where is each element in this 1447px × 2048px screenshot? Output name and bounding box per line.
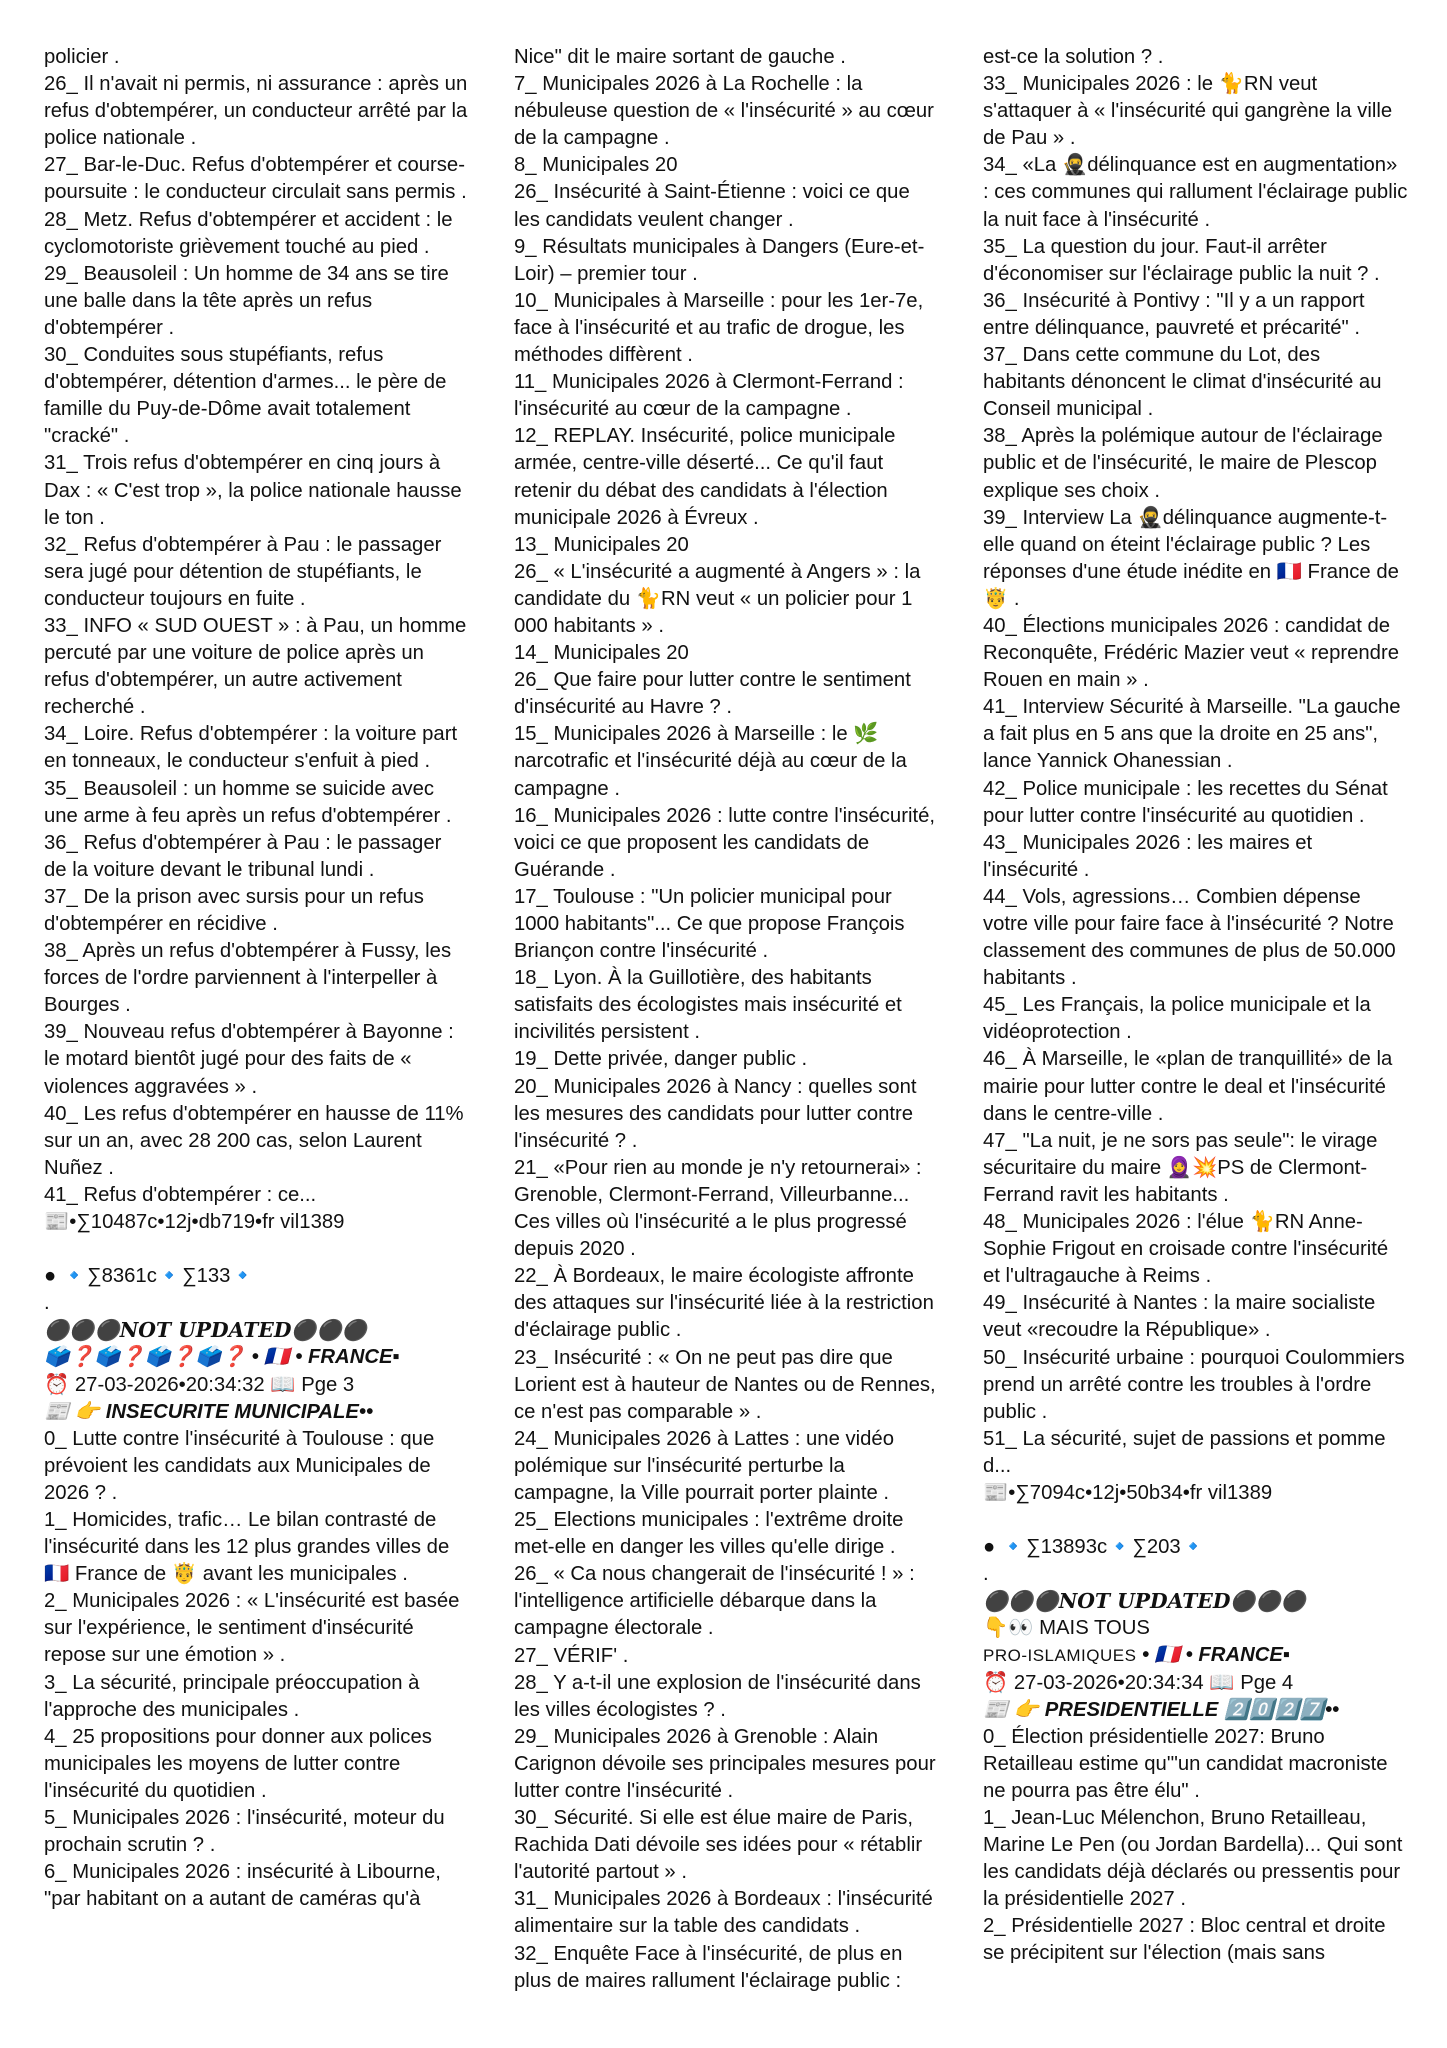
news-item: policier .: [44, 46, 120, 68]
spacer: [983, 1507, 1408, 1534]
news-item: 34_ Loire. Refus d'obtempérer : la voiture part en tonneaux, le conducteur s'enfuit à pied .: [44, 723, 458, 773]
news-item: 44_ Vols, agressions… Combien dépense votre ville pour faire face à l'insécurité ? Notre classement des communes de plus de 50.000 habitants .: [983, 885, 1396, 990]
date-line: ⏰ 27-03-2026•20:34:32 📖 Pge 3: [44, 1373, 355, 1396]
news-item: 26_ Il n'avait ni permis, ni assurance : après un refus d'obtempérer, un conducteur arrêté par la police nationale .: [44, 73, 468, 150]
news-item: 26_ « L'insécurité a augmenté à Angers » : la candidate du 🐈RN veut « un policier pour 1 000 habitants » .: [514, 560, 921, 637]
news-item: 42_ Police municipale : les recettes du Sénat pour lutter contre l'insécurité au quotidien .: [983, 777, 1388, 827]
news-item: 12_ REPLAY. Insécurité, police municipale armée, centre-ville déserté... Ce qu'il faut retenir du débat des candidats à l'élection municipale 2026 à Évreux .: [514, 425, 896, 529]
news-item: 48_ Municipales 2026 : l'élue 🐈RN Anne-Sophie Frigout en croisade contre l'insécurité et l'ultragauche à Reims .: [983, 1211, 1389, 1288]
dot-separator: .: [44, 1292, 50, 1315]
dot-separator: .: [983, 1563, 989, 1586]
news-item: est-ce la solution ? .: [983, 46, 1164, 68]
news-item: 36_ Insécurité à Pontivy : "Il y a un rapport entre délinquance, pauvreté et précarité" .: [983, 289, 1365, 339]
news-item: Nice" dit le maire sortant de gauche .: [514, 46, 846, 68]
news-item: 30_ Conduites sous stupéfiants, refus d'obtempérer, détention d'armes... le père de famille du Puy-de-Dôme avait totalement "cracké" .: [44, 344, 447, 448]
news-item: 28_ Y a-t-il une explosion de l'insécurité dans les villes écologistes ? .: [514, 1671, 921, 1721]
news-item: 41_ Refus d'obtempérer : ce...: [44, 1183, 317, 1206]
not-updated-banner: ⚫⚫⚫NOT UPDATED⚫⚫⚫: [44, 1318, 368, 1343]
news-item: 21_ «Pour rien au monde je n'y retournerai» : Grenoble, Clermont-Ferrand, Villeurbanne... Ces villes où l'insécurité a le plus progressé depuis 2020 .: [514, 1156, 922, 1261]
news-item: 25_ Elections municipales : l'extrême droite met-elle en danger les villes qu'elle dirige .: [514, 1509, 904, 1559]
news-item: 37_ De la prison avec sursis pour un refus d'obtempérer en récidive .: [44, 885, 424, 935]
news-item: 20_ Municipales 2026 à Nancy : quelles sont les mesures des candidats pour lutter contre l'insécurité ? .: [514, 1075, 917, 1152]
news-item: 16_ Municipales 2026 : lutte contre l'insécurité, voici ce que proposent les candidats de Guérande .: [514, 804, 936, 881]
news-item: 26_ « Ca nous changerait de l'insécurité ! » : l'intelligence artificielle débarque dans la campagne électorale .: [514, 1563, 915, 1640]
news-item: 47_ "La nuit, je ne sors pas seule": le virage sécuritaire du maire 🧕💥PS de Clermont-Ferrand ravit les habitants .: [983, 1129, 1378, 1206]
section-title: 📰 👉 INSECURITE MUNICIPALE••: [44, 1400, 374, 1423]
news-item: 27_ Bar-le-Duc. Refus d'obtempérer et course-poursuite : le conducteur circulait sans permis .: [44, 154, 467, 204]
news-item: 35_ Beausoleil : un homme se suicide avec une arme à feu après un refus d'obtempérer .: [44, 777, 452, 827]
news-item: 32_ Refus d'obtempérer à Pau : le passager sera jugé pour détention de stupéfiants, le conducteur toujours en fuite .: [44, 533, 442, 610]
news-item: 23_ Insécurité : « On ne peut pas dire que Lorient est à hauteur de Nantes ou de Rennes, ce n'est pas comparable » .: [514, 1346, 936, 1423]
news-list-insecurite-continued: [514, 44, 939, 1995]
news-item: 46_ À Marseille, le «plan de tranquillité» de la mairie pour lutter contre le deal et l'insécurité dans le centre-ville .: [983, 1048, 1393, 1125]
news-item: 38_ Après la polémique autour de l'éclairage public et de l'insécurité, le maire de Plescop explique ses choix .: [983, 425, 1383, 502]
spacer: [44, 1236, 469, 1263]
news-item: 14_ Municipales 20: [514, 642, 689, 665]
news-item: 11_ Municipales 2026 à Clermont-Ferrand : l'insécurité au cœur de la campagne .: [514, 371, 904, 421]
news-item: 2_ Présidentielle 2027 : Bloc central et droite se précipitent sur l'élection (mais sans: [983, 1915, 1386, 1965]
not-updated-banner: ⚫⚫⚫NOT UPDATED⚫⚫⚫: [983, 1589, 1307, 1614]
news-item: 31_ Municipales 2026 à Bordeaux : l'insécurité alimentaire sur la table des candidats .: [514, 1888, 933, 1938]
news-item: 39_ Interview La 🥷délinquance augmente-t-elle quand on éteint l'éclairage public ? Les réponses d'une étude inédite en 🇫🇷 France de 🤴 .: [983, 506, 1399, 610]
news-item: 39_ Nouveau refus d'obtempérer à Bayonne : le motard bientôt jugé pour des faits de « violences aggravées » .: [44, 1021, 454, 1098]
news-list-insecurite-end: [983, 44, 1408, 1507]
news-item: 3_ La sécurité, principale préoccupation à l'approche des municipales .: [44, 1671, 420, 1721]
stats-line: ● 🔹∑13893c🔹∑203🔹: [983, 1536, 1206, 1559]
news-item: 30_ Sécurité. Si elle est élue maire de Paris, Rachida Dati dévoile ses idées pour « rétablir l'autorité partout » .: [514, 1807, 923, 1884]
news-list-presidentielle: [983, 1724, 1408, 1968]
column-2: [514, 44, 939, 1995]
news-item: 41_ Interview Sécurité à Marseille. "La gauche a fait plus en 5 ans que la droite en 25 ans", lance Yannick Ohanessian .: [983, 696, 1401, 773]
news-item: 34_ «La 🥷délinquance est en augmentation» : ces communes qui rallument l'éclairage public la nuit face à l'insécurité .: [983, 154, 1408, 231]
news-item: 15_ Municipales 2026 à Marseille : le 🌿narcotrafic et l'insécurité déjà au cœur de la campagne .: [514, 723, 907, 800]
news-item: 32_ Enquête Face à l'insécurité, de plus en plus de maires rallument l'éclairage public :: [514, 1942, 903, 1992]
news-item: 33_ Municipales 2026 : le 🐈RN veut s'attaquer à « l'insécurité qui gangrène la ville de Pau » .: [983, 73, 1393, 150]
news-item: 33_ INFO « SUD OUEST » : à Pau, un homme percuté par une voiture de police après un refus d'obtempérer, un autre activement recherché .: [44, 614, 467, 719]
flags-line: 🗳️❓🗳️❓🗳️❓🗳️❓ • 🇫🇷 • FRANCE▪: [44, 1346, 400, 1369]
news-item: 37_ Dans cette commune du Lot, des habitants dénoncent le climat d'insécurité au Conseil municipal .: [983, 344, 1382, 421]
news-item: 27_ VÉRIF' .: [514, 1644, 629, 1667]
news-item: 19_ Dette privée, danger public .: [514, 1048, 808, 1071]
news-item: 26_ Que faire pour lutter contre le sentiment d'insécurité au Havre ? .: [514, 669, 911, 719]
stats-line: ● 🔹∑8361c🔹∑133🔹: [44, 1265, 256, 1288]
news-item: 7_ Municipales 2026 à La Rochelle : la nébuleuse question de « l'insécurité » au cœur de la campagne .: [514, 73, 934, 150]
news-item: 18_ Lyon. À la Guillotière, des habitants satisfaits des écologistes mais insécurité et incivilités persistent .: [514, 967, 902, 1044]
news-item: 38_ Après un refus d'obtempérer à Fussy, les forces de l'ordre parviennent à l'interpeller à Bourges .: [44, 940, 452, 1017]
news-list-insecurite: [44, 1426, 469, 1914]
news-item: 5_ Municipales 2026 : l'insécurité, moteur du prochain scrutin ? .: [44, 1807, 445, 1857]
news-item: 29_ Beausoleil : Un homme de 34 ans se tire une balle dans la tête après un refus d'obtempérer .: [44, 262, 449, 339]
news-item: 29_ Municipales 2026 à Grenoble : Alain Carignon dévoile ses principales mesures pour lutter contre l'insécurité .: [514, 1725, 936, 1802]
news-item: 35_ La question du jour. Faut-il arrêter d'économiser sur l'éclairage public la nuit ? .: [983, 235, 1380, 285]
news-item: 26_ Insécurité à Saint-Étienne : voici ce que les candidats veulent changer .: [514, 181, 910, 231]
column-1: [44, 44, 469, 1913]
news-item: 8_ Municipales 20: [514, 154, 678, 177]
france-label: • 🇫🇷 • FRANCE▪: [1136, 1644, 1291, 1667]
news-item: 0_ Lutte contre l'insécurité à Toulouse : que prévoient les candidats aux Municipales de 2026 ? .: [44, 1427, 435, 1504]
section-title: 📰 👉 PRESIDENTIELLE 2️⃣0️⃣2️⃣7️⃣••: [983, 1698, 1340, 1721]
mais-tous-line: 👇👀 MAIS TOUS: [983, 1617, 1150, 1640]
news-item: 0_ Élection présidentielle 2027: Bruno Retailleau estime qu'"un candidat macroniste ne pourra pas être élu" .: [983, 1725, 1388, 1802]
news-item: 1_ Jean-Luc Mélenchon, Bruno Retailleau, Marine Le Pen (ou Jordan Bardella)... Qui sont les candidats déjà déclarés ou pressentis pour la présidentielle 2027 .: [983, 1807, 1403, 1911]
news-item: 10_ Municipales à Marseille : pour les 1er-7e, face à l'insécurité et au trafic de drogue, les méthodes diffèrent .: [514, 289, 924, 367]
pro-label: PRO-ISLAMIQUES: [983, 1646, 1137, 1666]
news-item: 1_ Homicides, trafic… Le bilan contrasté de l'insécurité dans les 12 plus grandes villes de 🇫🇷 France de 🤴 avant les municipales .: [44, 1508, 450, 1586]
news-item: 40_ Les refus d'obtempérer en hausse de 11% sur un an, avec 28 200 cas, selon Laurent Nuñez .: [44, 1102, 464, 1179]
news-item: 45_ Les Français, la police municipale et la vidéoprotection .: [983, 994, 1371, 1044]
news-item: 2_ Municipales 2026 : « L'insécurité est basée sur l'expérience, le sentiment d'insécurité repose sur une émotion » .: [44, 1590, 460, 1667]
news-item: 24_ Municipales 2026 à Lattes : une vidéo polémique sur l'insécurité perturbe la campagne, la Ville pourrait porter plainte .: [514, 1427, 894, 1504]
news-item: 17_ Toulouse : "Un policier municipal pour 1000 habitants"... Ce que propose François Briançon contre l'insécurité .: [514, 885, 905, 963]
news-item: 6_ Municipales 2026 : insécurité à Libourne, "par habitant on a autant de caméras qu'à: [44, 1861, 441, 1911]
news-item: 📰•∑10487c•12j•db719•fr vil1389: [44, 1211, 345, 1234]
news-item: 28_ Metz. Refus d'obtempérer et accident : le cyclomotoriste grièvement touché au pied .: [44, 208, 453, 258]
news-item: 36_ Refus d'obtempérer à Pau : le passager de la voiture devant le tribunal lundi .: [44, 831, 442, 881]
news-item: 50_ Insécurité urbaine : pourquoi Coulommiers prend un arrêté contre les troubles à l'ordre public .: [983, 1346, 1405, 1423]
news-list-refus-obtemperer: [44, 44, 469, 1236]
news-item: 40_ Élections municipales 2026 : candidat de Reconquête, Frédéric Mazier veut « reprendre Rouen en main » .: [983, 614, 1399, 692]
news-item: 31_ Trois refus d'obtempérer en cinq jours à Dax : « C'est trop », la police nationale hausse le ton .: [44, 452, 462, 529]
news-item: 4_ 25 propositions pour donner aux polices municipales les moyens de lutter contre l'insécurité du quotidien .: [44, 1725, 432, 1802]
news-item: 9_ Résultats municipales à Dangers (Eure-et-Loir) – premier tour .: [514, 235, 925, 285]
news-item: 43_ Municipales 2026 : les maires et l'insécurité .: [983, 831, 1313, 881]
news-item: 13_ Municipales 20: [514, 533, 689, 556]
news-item: 49_ Insécurité à Nantes : la maire socialiste veut «recoudre la République» .: [983, 1292, 1376, 1342]
pro-line: [983, 1642, 1408, 1669]
news-item: 51_ La sécurité, sujet de passions et pomme d...: [983, 1427, 1386, 1477]
news-item: 📰•∑7094c•12j•50b34•fr vil1389: [983, 1481, 1273, 1504]
column-3: [983, 44, 1408, 1968]
news-item: 22_ À Bordeaux, le maire écologiste affronte des attaques sur l'insécurité liée à la restriction d'éclairage public .: [514, 1265, 934, 1342]
date-line: ⏰ 27-03-2026•20:34:34 📖 Pge 4: [983, 1671, 1294, 1694]
